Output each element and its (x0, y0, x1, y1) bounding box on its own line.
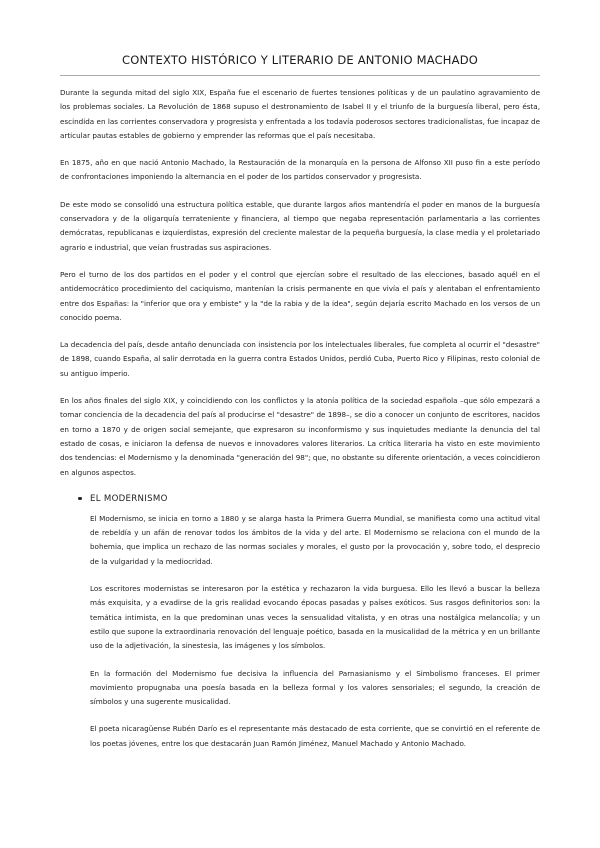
section-heading-text: EL MODERNISMO (90, 493, 168, 504)
paragraph: Durante la segunda mitad del siglo XIX, España fue el escenario de fuertes tensiones políticas y de un paulatino agravamiento de los problemas sociales. La Revolución de 1868 supuso el destronamiento de Isabel II y el triunfo de la burguesía liberal, pero ésta, escindida en las corrientes conservadora y progresista y enfrentada a los todavía poderosos sectores tradicionalistas, fue incapaz de articular pautas estables de gobierno y emprender las reformas que el país necesitaba. (60, 88, 540, 140)
paragraph: Pero el turno de los dos partidos en el poder y el control que ejercían sobre el resultado de las elecciones, basado aquél en el antidemocrático procedimiento del caciquismo, mantenían la crisis permanente en que vivía el país y alentaban el enfrentamiento entre dos Españas: la "inferior que ora y embiste" y la "de la rabia y de la idea", según dejaría escrito Machado en los versos de un conocido poema. (60, 269, 540, 322)
paragraph: En 1875, año en que nació Antonio Machado, la Restauración de la monarquía en la persona de Alfonso XII puso fin a este período de confrontaciones imponiendo la alternancia en el poder de los partidos conservador y progresista. (60, 158, 540, 182)
paragraph: En los años finales del siglo XIX, y coincidiendo con los conflictos y la atonía política de la sociedad española –que sólo empezará a tomar conciencia de la decadencia del país al producirse el "desastre" de 1898–, se dio a conocer un conjunto de escritores, nacidos en torno a 1870 y de origen social semejante, que expresaron su inconformismo y sus inquietudes mediante la denuncia del tal estado de cosas, e iniciaron la defensa de nuevos e innovadores valores literarios. La crítica literaria ha visto en este movimiento dos tendencias: el Modernismo y la denominada "generación del 98"; que, no obstante su diferente orientación, a veces coincidieron en algunos aspectos. (60, 396, 540, 477)
bullet-icon (78, 497, 82, 501)
document-body (60, 86, 540, 764)
section-heading (60, 493, 540, 505)
section-body (90, 512, 540, 751)
document-title: CONTEXTO HISTÓRICO Y LITERARIO DE ANTONIO MACHADO (121, 53, 479, 67)
section-paragraph: Los escritores modernistas se interesaron por la estética y rechazaron la vida burguesa. Ello les llevó a buscar la belleza más exquisita, y a evadirse de la gris realidad evocando épocas pasadas y países exóticos. Sus rasgos definitorios son: la temática intimista, en la que predominan unas veces la sensualidad vitalista, y en otras una nostálgica melancolía; y un estilo que supone la extraordinaria renovación del lenguaje poético, basada en la musicalidad de la métrica y en un brillante uso de la adjetivación, la sinestesia, las imágenes y los símbolos. (90, 584, 540, 651)
section-paragraph: El poeta nicaragüense Rubén Darío es el representante más destacado de esta corriente, que se convirtió en el referente de los poetas jóvenes, entre los que destacarán Juan Ramón Jiménez, Manuel Machado y Antonio Machado. (90, 724, 540, 748)
paragraph: De este modo se consolidó una estructura política estable, que durante largos años mantendría el poder en manos de la burguesía conservadora y de la oligarquía terrateniente y financiera, al tiempo que negaba representación parlamentaria a las corrientes demócratas, republicanas e izquierdistas, expresión del creciente malestar de la pequeña burguesía, la clase media y el proletariado agrario e industrial, que veían frustradas sus aspiraciones. (60, 199, 540, 252)
section-paragraph: El Modernismo, se inicia en torno a 1880 y se alarga hasta la Primera Guerra Mundial, se manifiesta como una actitud vital de rebeldía y un afán de renovar todos los ámbitos de la vida y del arte. El Modernismo se relaciona con el mundo de la bohemia, que implica un rechazo de las normas sociales y morales, el gusto por la provocación y, sobre todo, el desprecio de la vulgaridad y la mediocridad. (90, 513, 540, 566)
section-paragraph: En la formación del Modernismo fue decisiva la influencia del Parnasianismo y el Simbolismo franceses. El primer movimiento propugnaba una poesía basada en la belleza formal y los valores sensoriales; el segundo, la creación de símbolos y una sugerente musicalidad. (90, 668, 540, 707)
title-divider (60, 75, 540, 76)
paragraph: La decadencia del país, desde antaño denunciada con insistencia por los intelectuales liberales, fue completa al ocurrir el "desastre" de 1898, cuando España, al salir derrotada en la guerra contra Estados Unidos, perdió Cuba, Puerto Rico y Filipinas, resto colonial de su antiguo imperio. (60, 340, 540, 378)
